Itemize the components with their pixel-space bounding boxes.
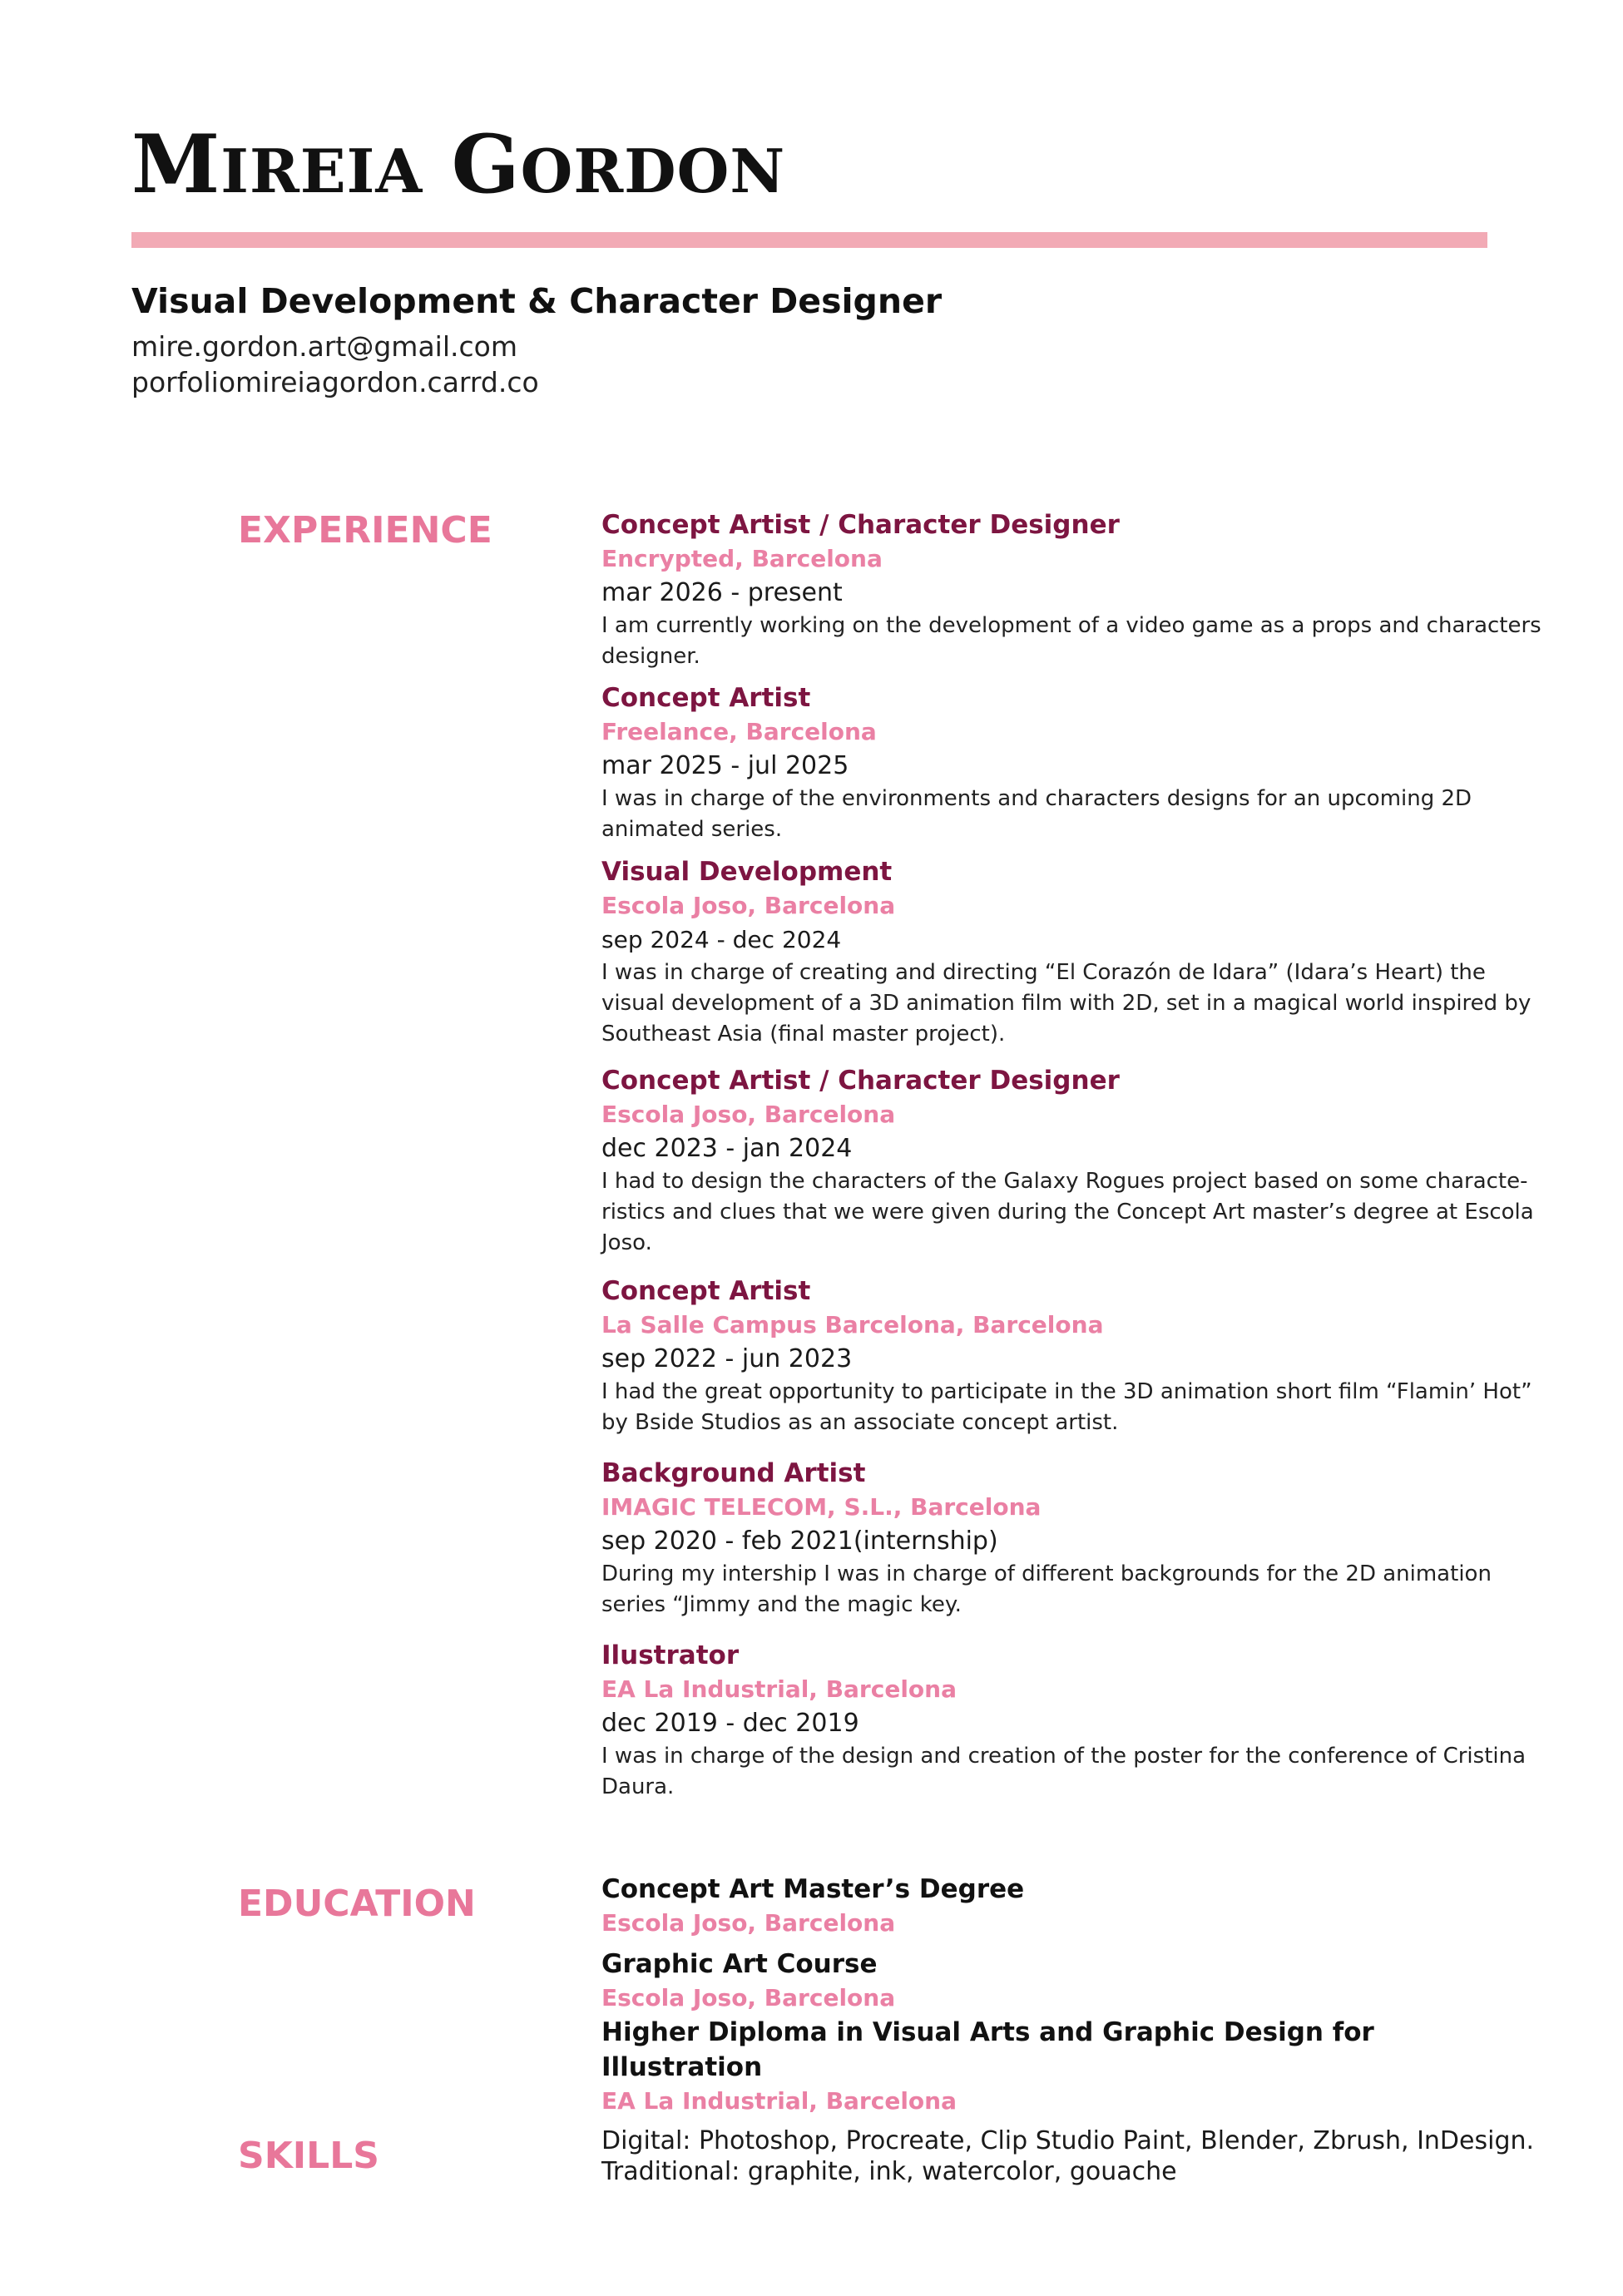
job-place: La Salle Campus Barcelona, Barcelona — [601, 1311, 1104, 1339]
education-entry — [601, 1947, 1541, 2015]
job-title: Concept Artist / Character Designer — [601, 1066, 1120, 1096]
education-entry — [601, 2015, 1541, 2118]
email-text: mire.gordon.art@gmail.com — [131, 330, 517, 363]
experience-entry — [601, 1638, 1541, 1803]
experience-heading: EXPERIENCE — [238, 509, 492, 552]
job-place: EA La Industrial, Barcelona — [601, 1675, 957, 1703]
job-date: mar 2026 - present — [601, 578, 843, 607]
experience-entry — [601, 507, 1541, 672]
header-divider — [131, 232, 1487, 248]
traditional-skills: Traditional: graphite, ink, watercolor, gouache — [601, 2157, 1177, 2186]
school-place: EA La Industrial, Barcelona — [601, 2087, 957, 2115]
degree-title: Higher Diploma in Visual Arts and Graphic Design for Illustration — [601, 2017, 1374, 2082]
job-place: Escola Joso, Barcelona — [601, 892, 896, 919]
job-description: I had the great opportunity to participate in the 3D animation short film “Flamin’ Hot” by Bside Studios as an associate concept artist. — [601, 1379, 1532, 1435]
website-text: porfoliomireiagordon.carrd.co — [131, 366, 539, 398]
job-title: Background Artist — [601, 1458, 866, 1488]
job-description: I was in charge of the design and creation of the poster for the conference of Cristina Daura. — [601, 1744, 1527, 1799]
school-place: Escola Joso, Barcelona — [601, 1984, 896, 2011]
job-date: sep 2022 - jun 2023 — [601, 1344, 853, 1373]
school-place: Escola Joso, Barcelona — [601, 1909, 896, 1937]
digital-skills: Digital: Photoshop, Procreate, Clip Studio Paint, Blender, Zbrush, InDesign. — [601, 2126, 1535, 2155]
skills-heading: SKILLS — [238, 2135, 379, 2177]
experience-entry — [601, 1063, 1541, 1259]
experience-entry — [601, 1274, 1541, 1438]
experience-entry — [601, 680, 1541, 845]
job-place: Escola Joso, Barcelona — [601, 1101, 896, 1128]
job-date: sep 2020 - feb 2021(internship) — [601, 1527, 998, 1556]
job-title: Ilustrator — [601, 1640, 740, 1670]
degree-title: Graphic Art Course — [601, 1949, 878, 1979]
job-date: dec 2019 - dec 2019 — [601, 1709, 859, 1738]
job-description: I had to design the characters of the Galaxy Rogues project based on some characte-ristics and clues that we were given during the Concept Art master’s degree at Escola Joso. — [601, 1169, 1534, 1255]
job-description: I was in charge of the environments and characters designs for an upcoming 2D animated series. — [601, 786, 1472, 842]
degree-title: Concept Art Master’s Degree — [601, 1874, 1025, 1904]
job-place: IMAGIC TELECOM, S.L., Barcelona — [601, 1493, 1042, 1521]
job-title: Concept Artist / Character Designer — [601, 510, 1120, 540]
skills-list — [601, 2125, 1541, 2187]
job-date: dec 2023 - jan 2024 — [601, 1134, 853, 1163]
job-title: Concept Artist — [601, 1276, 811, 1306]
job-description: I am currently working on the development of a video game as a props and characters designer. — [601, 613, 1541, 669]
person-name: MIREIA GORDON — [131, 117, 786, 211]
job-description: I was in charge of creating and directing “El Corazón de Idara” (Idara’s Heart) the visual development of a 3D animation film with 2D, set in a magical world inspired by Southeast Asia (final master project). — [601, 960, 1531, 1047]
experience-entry — [601, 854, 1541, 1050]
education-heading: EDUCATION — [238, 1883, 476, 1925]
job-date: mar 2025 - jul 2025 — [601, 751, 849, 780]
job-title: Visual Development — [601, 857, 893, 887]
job-place: Encrypted, Barcelona — [601, 545, 883, 572]
experience-entry — [601, 1456, 1541, 1621]
education-entry — [601, 1872, 1541, 1940]
role-title: Visual Development & Character Designer — [131, 281, 943, 321]
job-description: During my intership I was in charge of different backgrounds for the 2D animation series “Jimmy and the magic key. — [601, 1561, 1492, 1617]
job-title: Concept Artist — [601, 683, 811, 713]
job-date: sep 2024 - dec 2024 — [601, 926, 842, 953]
job-place: Freelance, Barcelona — [601, 718, 877, 745]
